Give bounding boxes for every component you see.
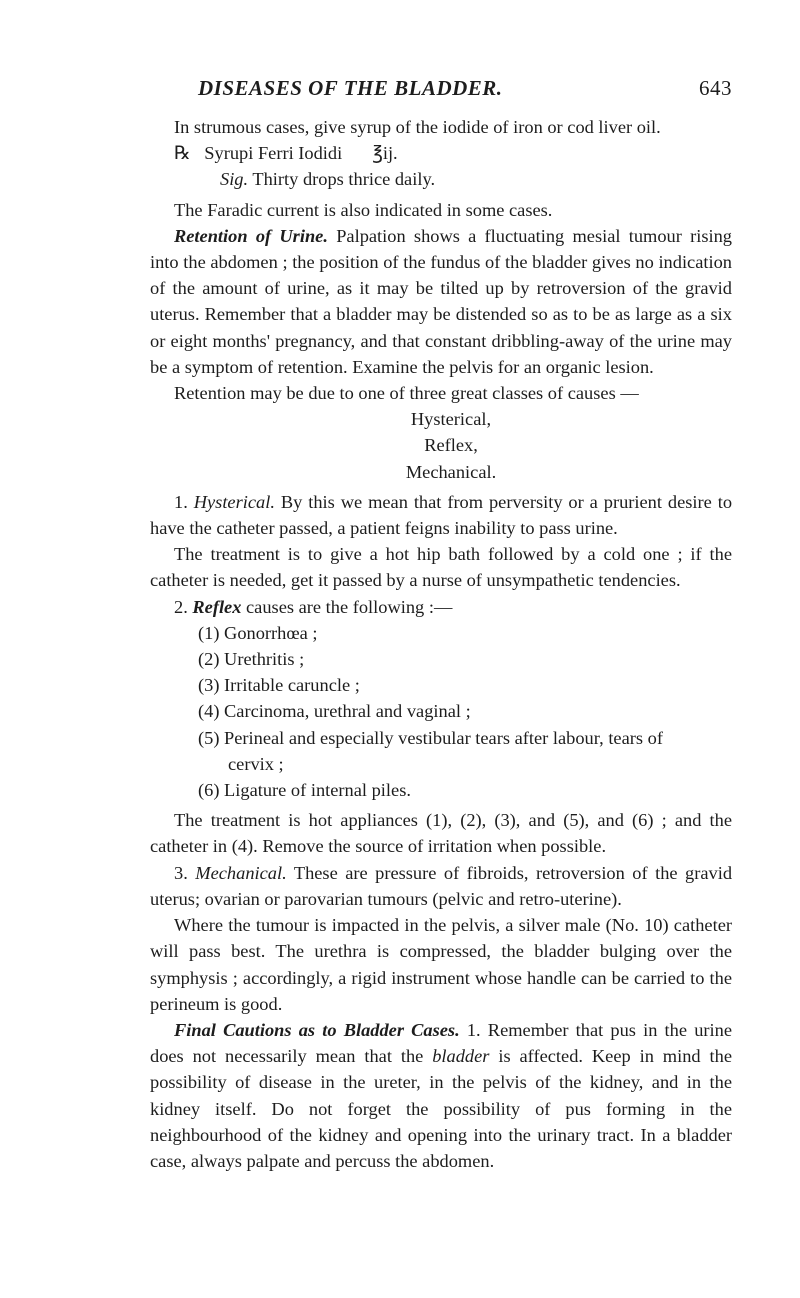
page-number: 643 — [699, 76, 732, 100]
list-item: (6) Ligature of internal piles. — [198, 780, 411, 801]
running-title: DISEASES OF THE BLADDER. — [198, 76, 503, 100]
list-item: (2) Urethritis ; — [198, 649, 305, 670]
section-number: 1. — [174, 491, 194, 512]
section-heading: Final Cautions as to Bladder Cases. — [174, 1019, 460, 1040]
emphasis: bladder — [432, 1046, 490, 1067]
section-text: These are pressure of fibroids, retroversion of the gravid uterus; ovarian or parovarian tumours (pelvic and retro-uterine). — [150, 862, 733, 909]
paragraph-reflex — [150, 594, 732, 620]
signatura — [150, 166, 732, 192]
section-text: causes are the following :— — [241, 596, 453, 617]
list-item-continued — [150, 751, 732, 777]
list-item: (4) Carcinoma, urethral and vaginal ; — [198, 701, 471, 722]
paragraph: In strumous cases, give syrup of the iodide of iron or cod liver oil. — [174, 117, 661, 137]
section-number: 2. — [174, 596, 193, 617]
paragraph: The Faradic current is also indicated in some cases. — [174, 199, 553, 220]
section-text: 1. Remember that pus in the urine does not necessarily mean that the — [150, 1019, 732, 1067]
page-body — [150, 114, 732, 1174]
paragraph: The treatment is hot appliances (1), (2), (3), and (5), and (6) ; and the catheter in (4). Remove the source of irritation when possible. — [150, 810, 732, 857]
class-item: Reflex, — [424, 435, 478, 456]
list-item-text: cervix ; — [228, 753, 284, 774]
paragraph-mechanical — [150, 860, 732, 912]
paragraph: The treatment is to give a hot hip bath followed by a cold one ; if the catheter is needed, get it passed by a nurse of unsympathetic tendencies. — [150, 544, 732, 591]
section-heading: Retention of Urine. — [174, 225, 328, 246]
section-heading: Reflex — [192, 596, 242, 617]
section-text: Palpation shows a fluctuating mesial tumour rising into the abdomen ; the position of the fundus of the bladder gives no indication of the amount of urine, as it may be tilted up by retroversion of the gravid uterus. Remember that a bladder may be distended so as to be as large as a six or eight months' pregnancy, and that constant dribbling-away of the urine may be a symptom of retention. Examine the pelvis for an organic lesion. — [150, 225, 732, 377]
running-header — [152, 76, 732, 101]
paragraph-final-cautions — [150, 1017, 732, 1174]
rx-symbol: ℞ — [174, 143, 191, 164]
section-heading: Hysterical. — [193, 491, 275, 512]
paragraph-hysterical — [150, 489, 732, 541]
section-text: By this we mean that from perversity or a prurient desire to have the catheter passed, a patient feigns inability to pass urine. — [150, 491, 733, 539]
class-item: Hysterical, — [410, 409, 492, 430]
sig-label: Sig. — [220, 169, 249, 190]
class-item: Mechanical. — [405, 461, 497, 482]
list-item: (5) Perineal and especially vestibular tears after labour, tears of — [198, 727, 663, 748]
sig-text: Thirty drops thrice daily. — [248, 169, 436, 190]
section-number: 3. — [174, 862, 196, 883]
prescription — [150, 140, 732, 166]
paragraph-retention — [150, 223, 732, 380]
paragraph: Where the tumour is impacted in the pelvis, a silver male (No. 10) catheter will pass best. The urethra is compressed, the bladder bulging over the symphysis ; accordingly, a rigid instrument whose handle can be carried to the perineum is good. — [150, 915, 732, 1014]
list-item: (1) Gonorrhœa ; — [198, 622, 318, 643]
rx-drug: Syrupi Ferri Iodidi — [204, 143, 343, 164]
paragraph: Retention may be due to one of three great classes of causes — — [174, 383, 639, 404]
rx-dose: ℥ij. — [372, 143, 398, 164]
section-text: is affected. Keep in mind the possibility of disease in the ureter, in the pelvis of the kidney, and in the kidney itself. Do not forget the possibility of pus forming in the neighbourhood of the kidney and opening into the urinary tract. In a bladder case, always palpate and percuss the abdomen. — [150, 1046, 732, 1171]
list-item: (3) Irritable caruncle ; — [198, 675, 360, 696]
section-heading: Mechanical. — [195, 862, 287, 883]
